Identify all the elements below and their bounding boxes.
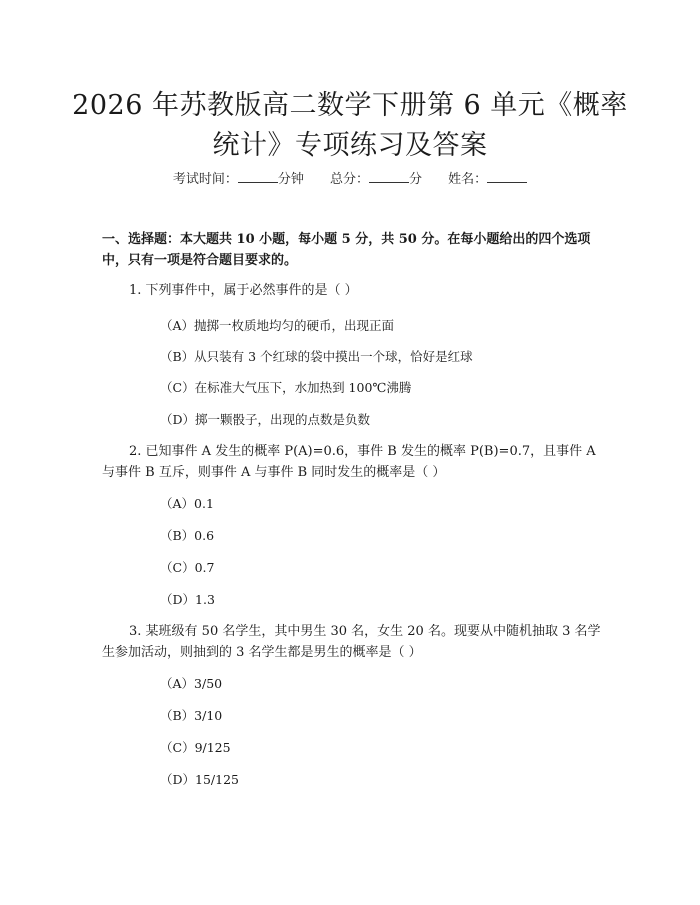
exam-time xyxy=(173,172,304,187)
question-2-option-d: （D）1.3 xyxy=(160,592,215,607)
question-2-stem: 2. 已知事件 A 发生的概率 P(A)=0.6，事件 B 发生的概率 P(B)=0.7，且事件 A 与事件 B 互斥，则事件 A 与事件 B 同时发生的概率是（ ） xyxy=(102,444,596,480)
name-blank xyxy=(487,171,527,183)
name-label: 姓名： xyxy=(448,172,488,187)
exam-meta xyxy=(0,168,700,187)
question-3-option-c: （C）9/125 xyxy=(160,740,231,755)
question-2-option-b: （B）0.6 xyxy=(160,528,215,543)
score-blank xyxy=(369,171,409,183)
question-1-option-d: （D）掷一颗骰子，出现的点数是负数 xyxy=(160,412,371,427)
question-3-stem: 3. 某班级有 50 名学生，其中男生 30 名，女生 20 名。现要从中随机抽取 3 名学生参加活动，则抽到的 3 名学生都是男生的概率是（ ） xyxy=(102,624,601,660)
exam-score xyxy=(330,172,422,187)
question-3-option-d: （D）15/125 xyxy=(160,772,239,787)
score-label: 总分： xyxy=(329,172,369,187)
title-line-1: 2026 年苏教版高二数学下册第 6 单元《概率 xyxy=(72,90,628,121)
question-2-option-c: （C）0.7 xyxy=(160,560,215,575)
document-title xyxy=(0,86,700,166)
time-label: 考试时间： xyxy=(172,172,238,187)
question-3-option-a: （A）3/50 xyxy=(160,676,223,691)
question-1-stem: 1. 下列事件中，属于必然事件的是（ ） xyxy=(129,283,358,298)
question-3-option-b: （B）3/10 xyxy=(160,708,223,723)
question-1-option-a: （A）抛掷一枚质地均匀的硬币，出现正面 xyxy=(160,318,395,333)
time-blank xyxy=(238,171,278,183)
section-heading: 一、选择题：本大题共 10 小题，每小题 5 分，共 50 分。在每小题给出的四个选项中，只有一项是符合题目要求的。 xyxy=(102,232,591,268)
question-1-option-b: （B）从只装有 3 个红球的袋中摸出一个球，恰好是红球 xyxy=(160,349,473,364)
exam-name xyxy=(448,172,527,187)
question-2-option-a: （A）0.1 xyxy=(160,496,214,511)
time-unit: 分钟 xyxy=(277,172,304,187)
score-unit: 分 xyxy=(409,172,423,187)
title-line-2: 统计》专项练习及答案 xyxy=(212,130,488,161)
question-1-option-c: （C）在标准大气压下，水加热到 100℃沸腾 xyxy=(160,380,412,395)
